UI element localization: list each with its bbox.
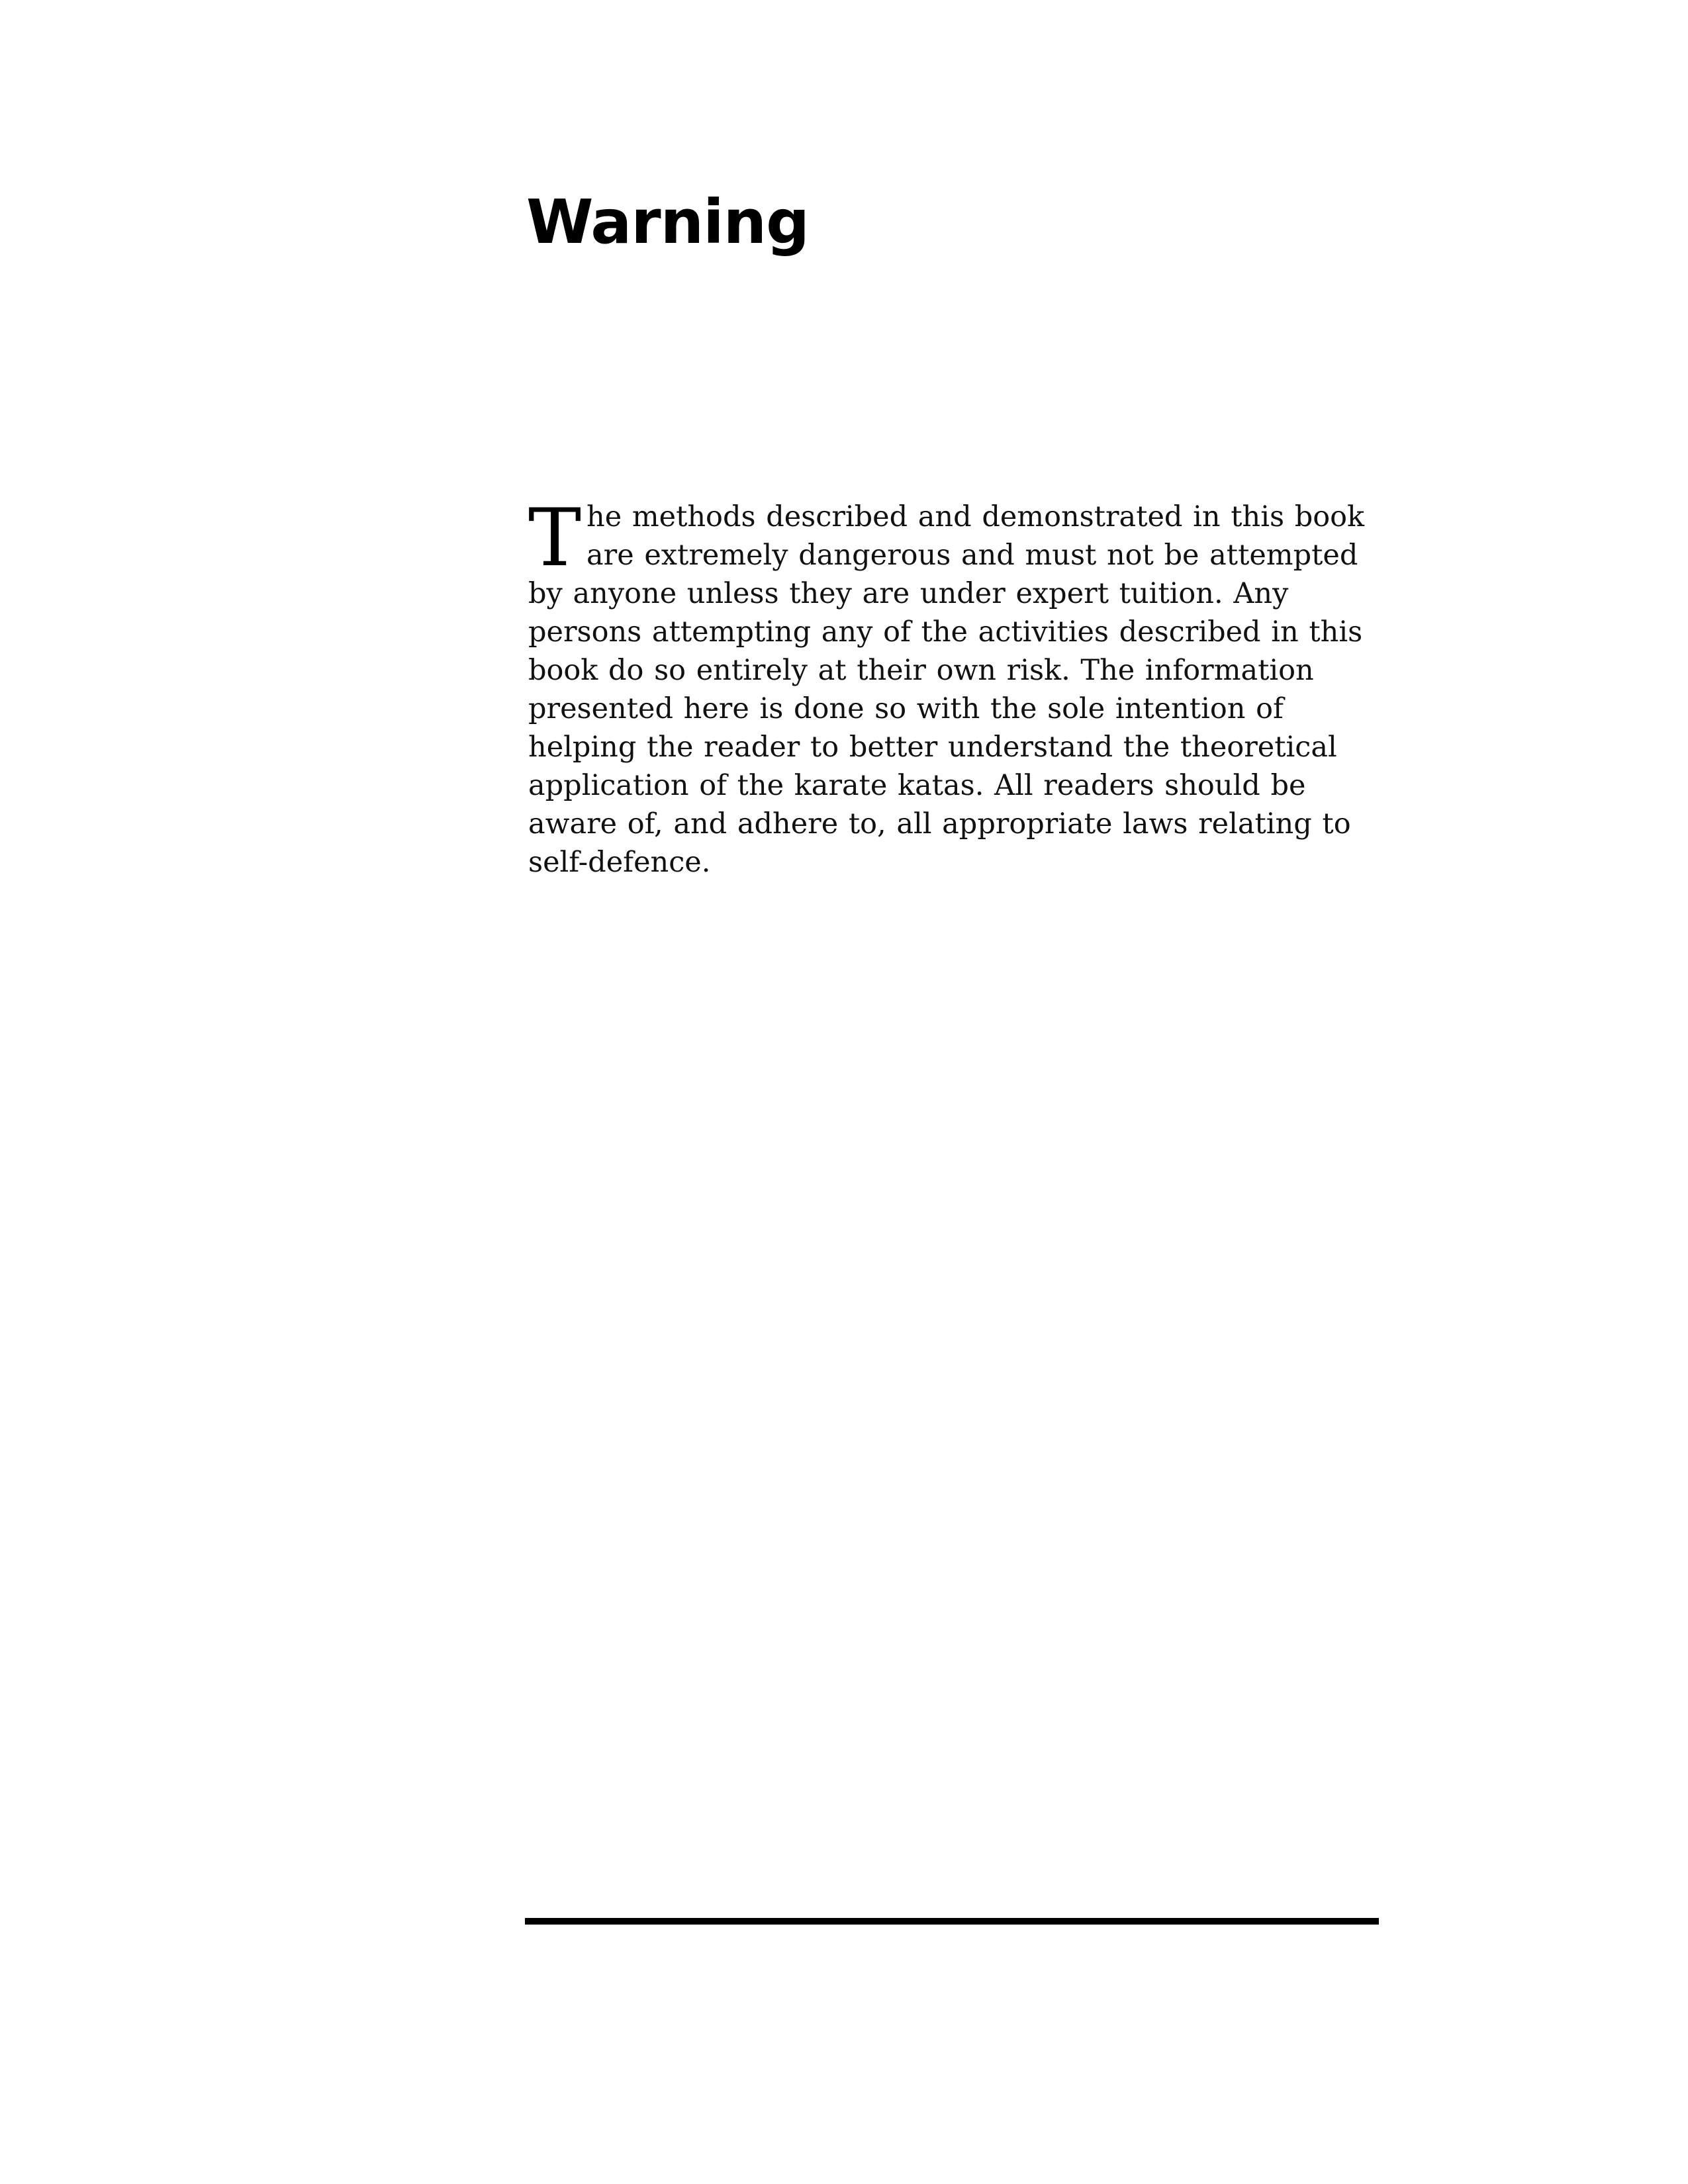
page-title: Warning	[526, 187, 810, 257]
warning-paragraph-text: he methods described and demonstrated in this book are extremely dangerous and must not be attempted by anyone unless they are under expert tuition. Any persons attempting any of the activities described in this book do so entirely at their own risk. The information presented here is done so with the sole intention of helping the reader to better understand the theoretical application of the karate katas. All readers should be aware of, and adhere to, all appropriate laws relating to self-defence.	[528, 500, 1365, 879]
bottom-divider	[525, 1918, 1379, 1925]
drop-cap: T	[528, 492, 582, 584]
warning-paragraph	[528, 492, 1385, 882]
